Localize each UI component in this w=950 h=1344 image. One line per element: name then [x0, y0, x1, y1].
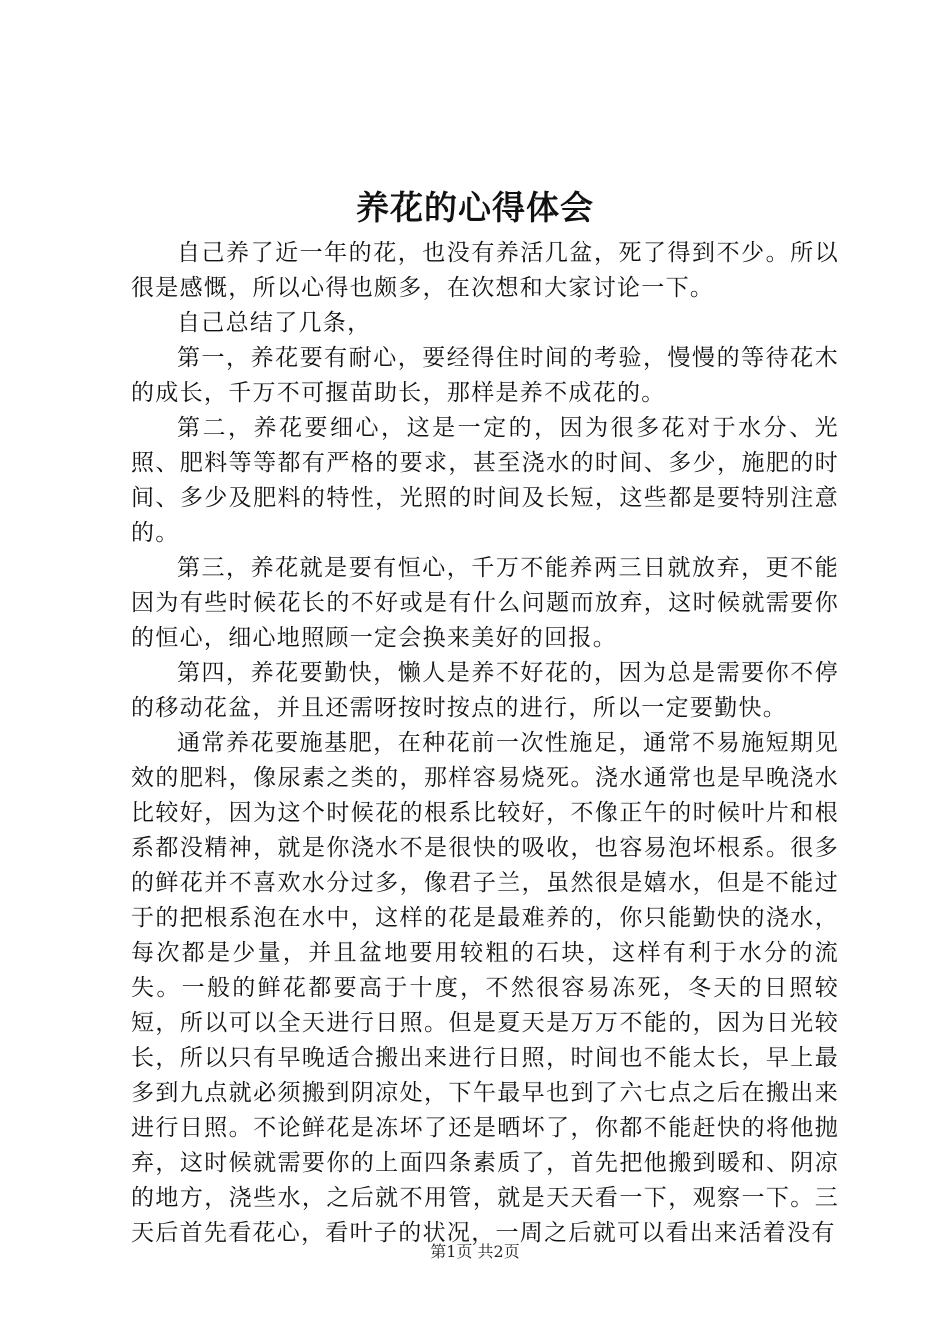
- paragraph-point-2: 第二，养花要细心，这是一定的，因为很多花对于水分、光照、肥料等等都有严格的要求，甚至浇水的时间、多少，施肥的时间、多少及肥料的特性，光照的时间及长短，这些都是要特别注意的。: [131, 415, 839, 546]
- paragraph-care-details: 通常养花要施基肥，在种花前一次性施足，通常不易施短期见效的肥料，像尿素之类的，那样容易烧死。浇水通常也是早晚浇水比较好，因为这个时候花的根系比较好，不像正午的时候叶片和根系都没精神，就是你浇水不是很快的吸收，也容易泡坏根系。很多的鲜花并不喜欢水分过多，像君子兰，虽然很是嬉水，但是不能过于的把根系泡在水中，这样的花是最难养的，你只能勤快的浇水，每次都是少量，并且盆地要用较粗的石块，这样有利于水分的流失。一般的鲜花都要高于十度，不然很容易冻死，冬天的日照较短，所以可以全天进行日照。但是夏天是万万不能的，因为日光较长，所以只有早晚适合搬出来进行日照，时间也不能太长，早上最多到九点就必须搬到阴凉处，下午最早也到了六七点之后在搬出来进行日照。不论鲜花是冻坏了还是晒坏了，你都不能赶快的将他抛弃，这时候就需要你的上面四条素质了，首先把他搬到暖和、阴凉的地方，浇些水，之后就不用管，就是天天看一下，观察一下。三天后首先看花心，看叶子的状况，一周之后就可以看出来活着没有: [131, 730, 839, 1246]
- page-title: 养花的心得体会: [356, 188, 594, 227]
- page-number: 第1页 共2页: [430, 1242, 520, 1261]
- paragraph-point-1: 第一，养花要有耐心，要经得住时间的考验，慢慢的等待花木的成长，千万不可揠苗助长，那样是养不成花的。: [131, 345, 839, 406]
- document-body: [131, 236, 839, 1251]
- paragraph-point-3: 第三，养花就是要有恒心，千万不能养两三日就放弃，更不能因为有些时候花长的不好或是有什么问题而放弃，这时候就需要你的恒心，细心地照顾一定会换来美好的回报。: [131, 555, 839, 651]
- paragraph-summary: 自己总结了几条，: [177, 310, 372, 336]
- paragraph-point-4: 第四，养花要勤快，懒人是养不好花的，因为总是需要你不停的移动花盆，并且还需呀按时按点的进行，所以一定要勤快。: [131, 660, 839, 721]
- paragraph-intro: 自己养了近一年的花，也没有养活几盆，死了得到不少。所以很是感慨，所以心得也颇多，在次想和大家讨论一下。: [131, 240, 839, 301]
